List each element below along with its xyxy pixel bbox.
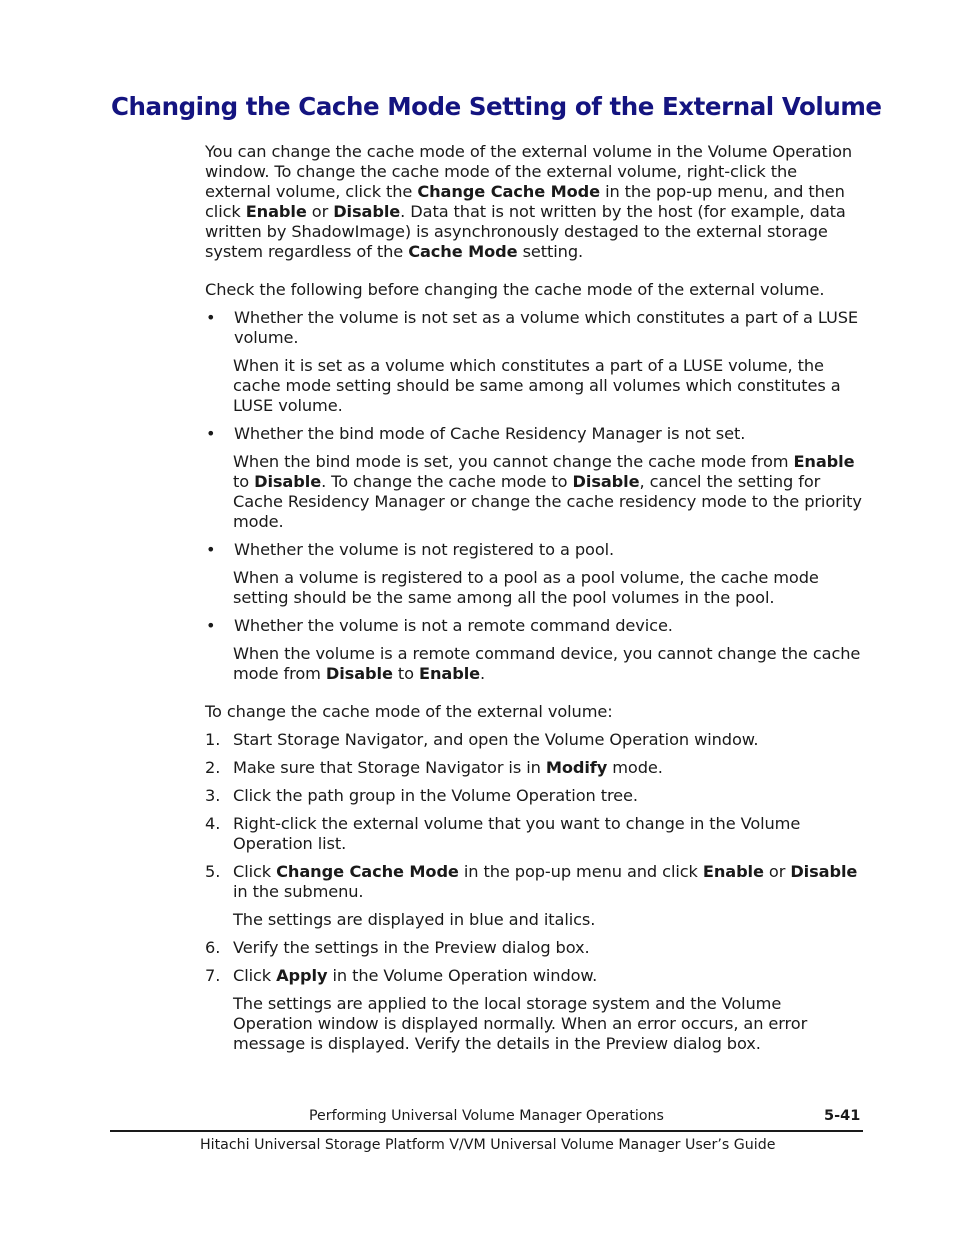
- step-text: Verify the settings in the Preview dialog box.: [233, 938, 590, 957]
- bullet-marker: •: [206, 308, 216, 327]
- bullet-title: Whether the volume is not registered to a pool.: [234, 540, 615, 559]
- bullet-detail: When the volume is a remote command device, you cannot change the cache mode from Disable to Enable.: [233, 644, 861, 683]
- bullet-item: [205, 616, 865, 636]
- step-text: Click the path group in the Volume Operation tree.: [233, 786, 638, 805]
- procedure-step: [205, 938, 865, 958]
- procedure-step: [205, 862, 865, 902]
- step-text: Click Apply in the Volume Operation window.: [233, 966, 598, 985]
- bullet-title: Whether the bind mode of Cache Residency Manager is not set.: [234, 424, 746, 443]
- step-text: Right-click the external volume that you want to change in the Volume Operation list.: [233, 814, 801, 853]
- step-number: 4.: [205, 814, 221, 833]
- procedure-step: [205, 786, 865, 806]
- bullet-marker: •: [206, 540, 216, 559]
- procedure-intro: To change the cache mode of the external volume:: [205, 702, 613, 721]
- step-number: 3.: [205, 786, 221, 805]
- step-note: The settings are applied to the local storage system and the Volume Operation window is displayed normally. When an error occurs, an error message is displayed. Verify the details in the Preview dialog box.: [233, 994, 808, 1053]
- step-number: 1.: [205, 730, 221, 749]
- step-text: Start Storage Navigator, and open the Volume Operation window.: [233, 730, 759, 749]
- check-intro: Check the following before changing the cache mode of the external volume.: [205, 280, 825, 299]
- bullet-title: Whether the volume is not a remote command device.: [234, 616, 673, 635]
- procedure-step: [205, 758, 865, 778]
- procedure-step: [205, 814, 865, 854]
- step-number: 5.: [205, 862, 221, 881]
- bullet-detail: When the bind mode is set, you cannot change the cache mode from Enable to Disable. To change the cache mode to Disable, cancel the setting for Cache Residency Manager or change the cache residency mode to the priority mode.: [233, 452, 862, 531]
- bullet-item: [205, 424, 865, 444]
- document-body: [205, 142, 865, 1054]
- step-number: 2.: [205, 758, 221, 777]
- guide-title: Hitachi Universal Storage Platform V/VM Universal Volume Manager User’s Guide: [200, 1137, 776, 1153]
- step-text: Make sure that Storage Navigator is in Modify mode.: [233, 758, 663, 777]
- page-title: Changing the Cache Mode Setting of the External Volume: [111, 92, 882, 121]
- step-text: Click Change Cache Mode in the pop-up menu and click Enable or Disable in the submenu.: [233, 862, 858, 901]
- step-number: 6.: [205, 938, 221, 957]
- step-note: The settings are displayed in blue and italics.: [233, 910, 596, 929]
- page-number: 5-41: [824, 1108, 861, 1124]
- footer-divider: [110, 1130, 863, 1132]
- bullet-detail: When it is set as a volume which constitutes a part of a LUSE volume, the cache mode setting should be same among all volumes which constitutes a LUSE volume.: [233, 356, 841, 415]
- bullet-title: Whether the volume is not set as a volume which constitutes a part of a LUSE volume.: [234, 308, 859, 347]
- footer-section-title: Performing Universal Volume Manager Operations: [309, 1108, 664, 1124]
- procedure-step: [205, 730, 865, 750]
- bullet-marker: •: [206, 424, 216, 443]
- intro-paragraph: You can change the cache mode of the external volume in the Volume Operation window. To change the cache mode of the external volume, right-click the external volume, click the Change Cache Mode in the pop-up menu, and then click Enable or Disable. Data that is not written by the host (for example, data written by ShadowImage) is asynchronously destaged to the external storage system regardless of the Cache Mode setting.: [205, 142, 853, 261]
- procedure-step: [205, 966, 865, 986]
- step-number: 7.: [205, 966, 221, 985]
- bullet-item: [205, 540, 865, 560]
- bullet-marker: •: [206, 616, 216, 635]
- bullet-item: [205, 308, 865, 348]
- bullet-detail: When a volume is registered to a pool as a pool volume, the cache mode setting should be the same among all the pool volumes in the pool.: [233, 568, 819, 607]
